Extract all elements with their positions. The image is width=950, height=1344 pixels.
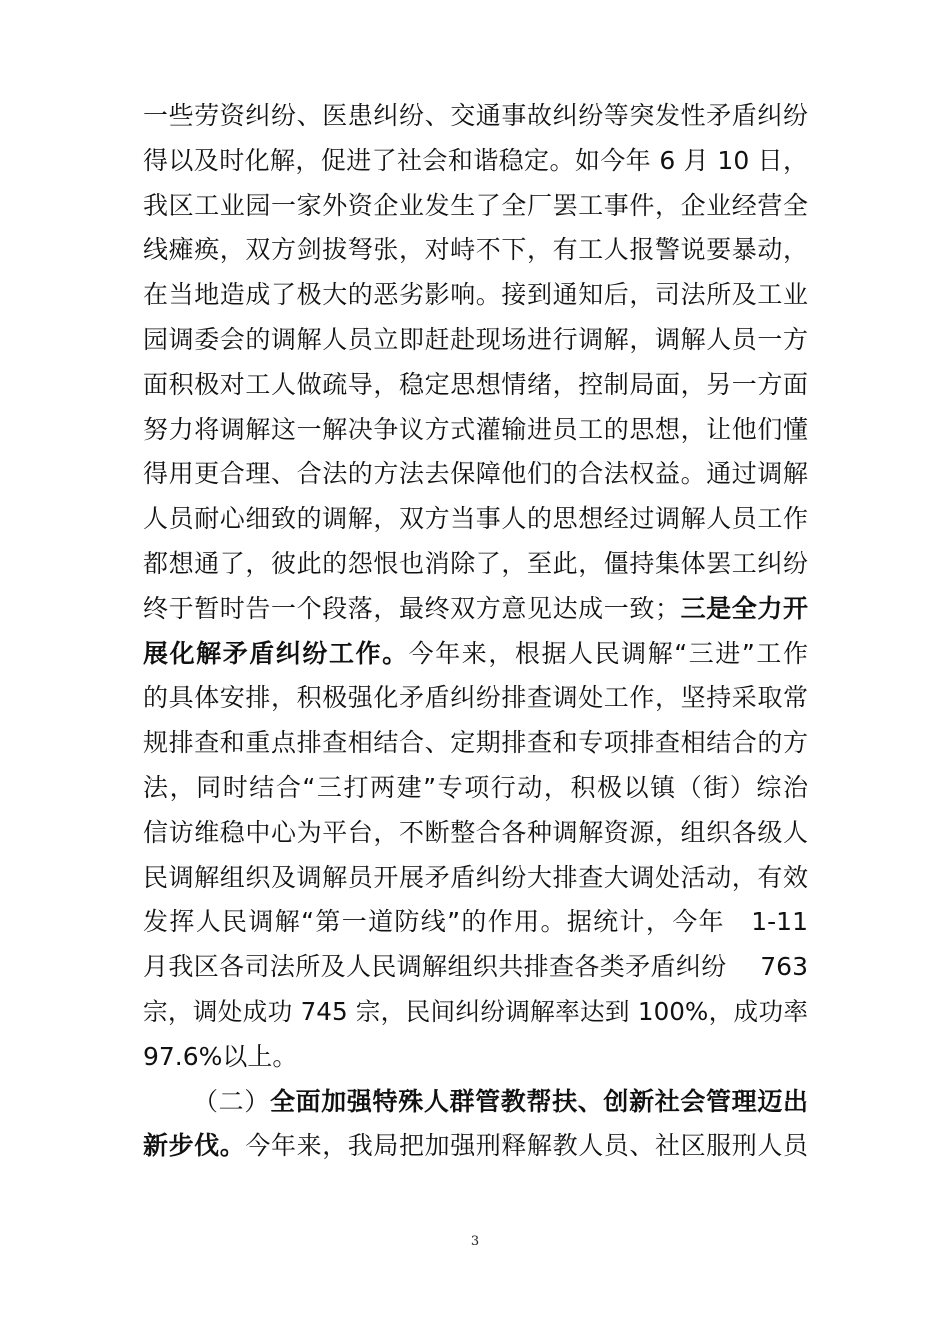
text-line — [143, 945, 808, 990]
text-run: 都想通了，彼此的怨恨也消除了，至此，僵持集体罢工纠纷 — [143, 548, 808, 578]
text-line — [143, 587, 808, 632]
bold-heading-run: 新步伐。 — [143, 1131, 246, 1161]
text-run: 发挥人民调解“第一道防线”的作用。据统计，今年 1-11 — [143, 907, 808, 937]
text-line — [143, 856, 808, 901]
bold-heading-run: 三是全力开 — [679, 593, 808, 623]
text-line — [143, 1124, 808, 1169]
text-run: 宗，调处成功 745 宗，民间纠纷调解率达到 100%，成功率 — [143, 996, 808, 1026]
text-line — [143, 408, 808, 453]
text-run: 终于暂时告一个段落，最终双方意见达成一致； — [143, 593, 680, 623]
text-run: 97.6%以上。 — [143, 1041, 298, 1071]
text-run: 的具体安排，积极强化矛盾纠纷排查调处工作，坚持采取常 — [143, 683, 808, 713]
text-line — [143, 766, 808, 811]
text-run: 民调解组织及调解员开展矛盾纠纷大排查大调处活动，有效 — [143, 862, 808, 892]
text-run: 得用更合理、合法的方法去保障他们的合法权益。通过调解 — [143, 459, 808, 489]
text-run: 法，同时结合“三打两建”专项行动，积极以镇（街）综治 — [143, 772, 808, 802]
text-run: 园调委会的调解人员立即赶赴现场进行调解，调解人员一方 — [143, 324, 808, 354]
page-number: 3 — [470, 1234, 480, 1249]
text-line — [143, 497, 808, 542]
text-run: 今年来，根据人民调解“三进”工作 — [408, 638, 808, 668]
text-run: 线瘫痪，双方剑拔弩张，对峙不下，有工人报警说要暴动， — [143, 235, 808, 265]
text-line — [143, 1035, 808, 1080]
text-line — [143, 94, 808, 139]
bold-heading-run: 展化解矛盾纠纷工作。 — [143, 638, 409, 668]
text-line — [143, 228, 808, 273]
text-line — [143, 363, 808, 408]
text-line — [143, 542, 808, 587]
text-run: 今年来，我局把加强刑释解教人员、社区服刑人员 — [245, 1131, 808, 1161]
text-run: 月我区各司法所及人民调解组织共排查各类矛盾纠纷 763 — [143, 952, 808, 982]
text-line — [143, 990, 808, 1035]
text-line — [143, 273, 808, 318]
text-line — [143, 811, 808, 856]
body-text — [143, 94, 808, 1169]
section-number: （二） — [193, 1086, 270, 1116]
text-line — [143, 721, 808, 766]
text-line — [143, 632, 808, 677]
text-run: 得以及时化解，促进了社会和谐稳定。如今年 6 月 10 日， — [143, 145, 808, 175]
text-run: 我区工业园一家外资企业发生了全厂罢工事件，企业经营全 — [143, 190, 808, 220]
text-line — [143, 676, 808, 721]
text-line — [143, 318, 808, 363]
text-run: 在当地造成了极大的恶劣影响。接到通知后，司法所及工业 — [143, 280, 808, 310]
text-line — [143, 452, 808, 497]
text-run: 努力将调解这一解决争议方式灌输进员工的思想，让他们懂 — [143, 414, 808, 444]
text-run: 面积极对工人做疏导，稳定思想情绪，控制局面，另一方面 — [143, 369, 808, 399]
text-run: 一些劳资纠纷、医患纠纷、交通事故纠纷等突发性矛盾纠纷 — [143, 101, 808, 130]
section-heading-line — [143, 1080, 808, 1125]
text-line — [143, 900, 808, 945]
text-line — [143, 139, 808, 184]
text-run: 人员耐心细致的调解，双方当事人的思想经过调解人员工作 — [143, 504, 808, 534]
text-run: 信访维稳中心为平台，不断整合各种调解资源，组织各级人 — [143, 817, 808, 847]
bold-heading-run: 全面加强特殊人群管教帮扶、创新社会管理迈出 — [269, 1086, 808, 1116]
text-line — [143, 184, 808, 229]
text-run: 规排查和重点排查相结合、定期排查和专项排查相结合的方 — [143, 728, 808, 758]
